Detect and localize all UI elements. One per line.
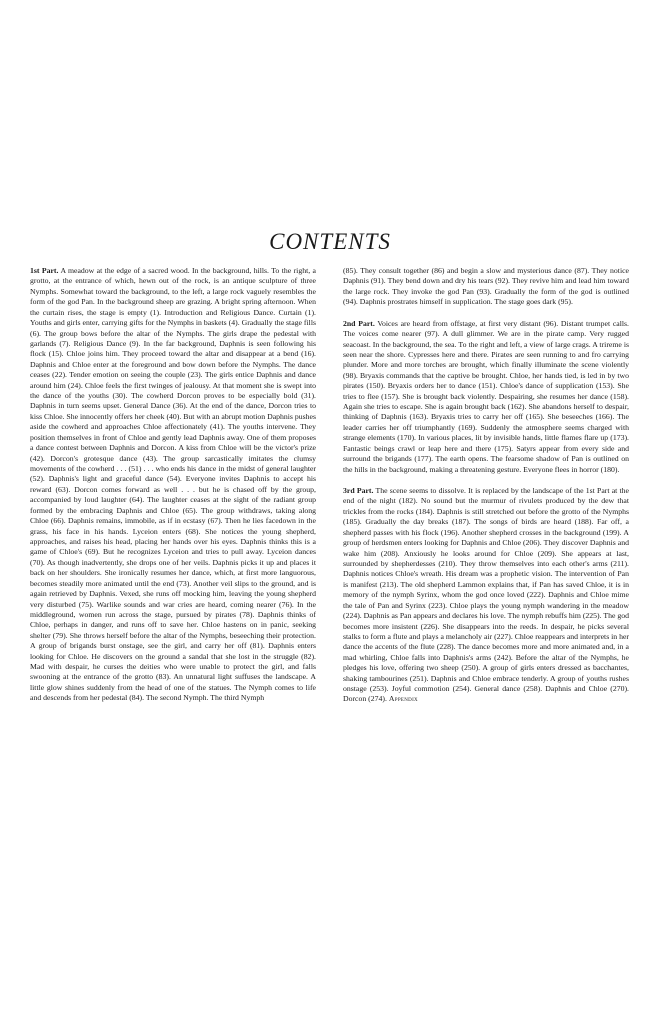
part-3-text: The scene seems to dissolve. It is replaced by the landscape of the 1st Part at the end of the night (182). No sound but the murmur of rivulets produced by the dew that trickles from the rocks (184). Daphnis is still stretched out before the grotto of the Nymphs (185). Gradually the day breaks (187). The songs of birds are heard (188). Far off, a shepherd passes with his flock (196). Another shepherd crosses in the background (199). A group of herdsmen enters looking for Daphnis and Chloe (206). They discover Daphnis and wake him (208). Anxiously he looks around for Chloe (209). She appears at last, surrounded by shepherdesses (210). They throw themselves into each other's arms (211). Daphnis notices Chloe's wreath. His dream was a prophetic vision. The intervention of Pan is manifest (213). The old shepherd Lammon explains that, if Pan has saved Chloe, it is in memory of the nymph Syrinx, whom the god once loved (222). Daphnis and Chloe mime the tale of Pan and Syrinx (223). Chloe plays the young nymph wandering in the meadow (224). Daphnis as Pan appears and declares his love. The nymph rebuffs him (225). The god becomes more insistent (226). She disappears into the reeds. In despair, he picks several stalks to form a flute and plays a melancholy air (227). Chloe reappears and interprets in her dance the accents of the flute (228). The dance becomes more and more animated and, in a mad whirling, Chloe falls into Daphnis's arms (242). Before the altar of the Nymphs, he pledges his love, offering two sheep (250). A group of girls enters dressed as bacchantes, shaking tambourines (251). Daphnis and Chloe embrace tenderly. A group of youths rushes onstage (253). Joyful commotion (254). General dance (258). Daphnis and Chloe (270). Dorcon (274). <box>343 486 630 704</box>
part-1-paragraph <box>30 266 316 704</box>
part-3-label: 3rd Part. <box>343 486 374 496</box>
part-2-text: Voices are heard from offstage, at first very distant (96). Distant trumpet calls. The voices come nearer (97). A dull glimmer. We are in the pirate camp. Very rugged seacoast. In the background, the sea. To the right and left, a view of large crags. A trireme is seen near the shore. Cypresses here and there. Pirates are seen running to and fro carrying plunder. More and more torches are brought, which finally illuminate the scene violently (98). Bryaxis commands that the captive be brought. Chloe, her hands tied, is led in by two pirates (150). Bryaxis orders her to dance (151). Chloe's dance of supplication (153). She tries to flee (157). She is brought back violently. Despairing, she resumes her dance (158). Again she tries to escape. She is again brought back (162). She abandons herself to despair, thinking of Daphnis (163). Bryaxis tries to carry her off (165). She beseeches (166). The leader carries her off triumphantly (169). Suddenly the atmosphere seems charged with strange elements (170). In various places, lit by invisible hands, little flames flare up (173). Fantastic beings crawl or leap here and there (175). Satyrs appear from every side and surround the brigands (177). The earth opens. The fearsome shadow of Pan is outlined on the hills in the background, making a threatening gesture. Everyone flees in horror (180). <box>343 318 629 474</box>
part-1-text-continued: (85). They consult together (86) and begin a slow and mysterious dance (87). They notice Daphnis (91). They bend down and dry his tears (92). They revive him and lead him toward the large rock. They invoke the god Pan (93). Gradually the form of the god is outlined (94). Daphnis prostrates himself in supplication. The stage goes dark (95). <box>343 266 629 307</box>
part-3-paragraph <box>343 486 629 705</box>
right-column <box>343 266 629 716</box>
page-title: CONTENTS <box>269 229 391 254</box>
part-1-continued-paragraph <box>343 266 629 308</box>
part-1-text: A meadow at the edge of a sacred wood. In the background, hills. To the right, a grotto, at the entrance of which, hewn out of the rock, is an antique sculpture of three Nymphs. Somewhat toward the background, to the left, a large rock vaguely resembles the form of the god Pan. In the background sheep are grazing. A bright spring afternoon. When the curtain rises, the stage is empty (1). Introduction and Religious Dance. Curtain (1). Youths and girls enter, carrying gifts for the Nymphs in baskets (4). Gradually the stage fills (6). The group bows before the altar of the Nymphs. The girls drape the pedestal with garlands (7). Religious Dance (9). In the far background, Daphnis is seen following his flock (15). Chloe joins him. They proceed toward the altar and disappear at a bend (16). Daphnis and Chloe enter at the foreground and bow down before the Nymphs. The dance ceases (22). Tender emotion on seeing the couple (23). The girls entice Daphnis and dance around him (24). Chloe feels the first twinges of jealousy. At that moment she is swept into the dance of the youths (30). The cowherd Dorcon proves to be especially bold (31). Daphnis in turn seems upset. General Dance (36). At the end of the dance, Dorcon tries to kiss Chloe. She innocently offers her cheek (40). But with an abrupt motion Daphnis pushes aside the cowherd and approaches Chloe affectionately (41). The youths intervene. They position themselves in front of Chloe and gently lead Daphnis away. One of them proposes a dance contest between Daphnis and Dorcon. A kiss from Chloe will be the victor's prize (42). Dorcon's grotesque dance (43). The group sarcastically imitates the clumsy movements of the cowherd . . . (51) . . . who ends his dance in the midst of general laughter (52). Daphnis's light and graceful dance (54). Everyone invites Daphnis to accept his reward (63). Dorcon comes forward as well . . . but he is chased off by the group, accompanied by loud laughter (64). The laughter ceases at the sight of the radiant group formed by the embracing Daphnis and Chloe (65). The group withdraws, taking along Chloe (66). Daphnis remains, immobile, as if in ecstasy (67). Then he lies facedown in the grass, his face in his hands. Lyceion enters (68). She notices the young shepherd, approaches, and raises his head, placing her hands over his eyes. Daphnis thinks this is a game of Chloe's (69). But he recognizes Lyceion and tries to pull away. Lyceion dances (70). As though inadvertently, she drops one of her veils. Daphnis picks it up and places it back on her shoulders. She ironically resumes her dance, which, at first more languorous, becomes steadily more animated until the end (73). Another veil slips to the ground, and is again retrieved by Daphnis. Vexed, she runs off mocking him, leaving the young shepherd very disturbed (75). Warlike sounds and war cries are heard, coming nearer (76). In the middleground, women run across the stage, pursued by pirates (78). Daphnis thinks of Chloe, perhaps in danger, and runs off to save her. Chloe hastens on in panic, seeking shelter (79). She throws herself before the altar of the Nymphs, beseeching their protection. A group of brigands burst onstage, see the girl, and carry her off (81). Daphnis enters looking for Chloe. He discovers on the ground a sandal that she lost in the struggle (82). Mad with despair, he curses the deities who were unable to protect the girl, and falls swooning at the entrance of the grotto (83). An unnatural light suffuses the landscape. A little glow shines suddenly from the head of one of the statues. The Nymph comes to life and descends from her pedestal (84). The second Nymph. The third Nymph <box>30 266 317 703</box>
appendix-link: Appendix <box>388 694 418 704</box>
part-1-label: 1st Part. <box>30 266 59 275</box>
part-2-label: 2nd Part. <box>343 318 375 328</box>
left-column <box>30 266 316 715</box>
part-2-paragraph <box>343 319 629 475</box>
